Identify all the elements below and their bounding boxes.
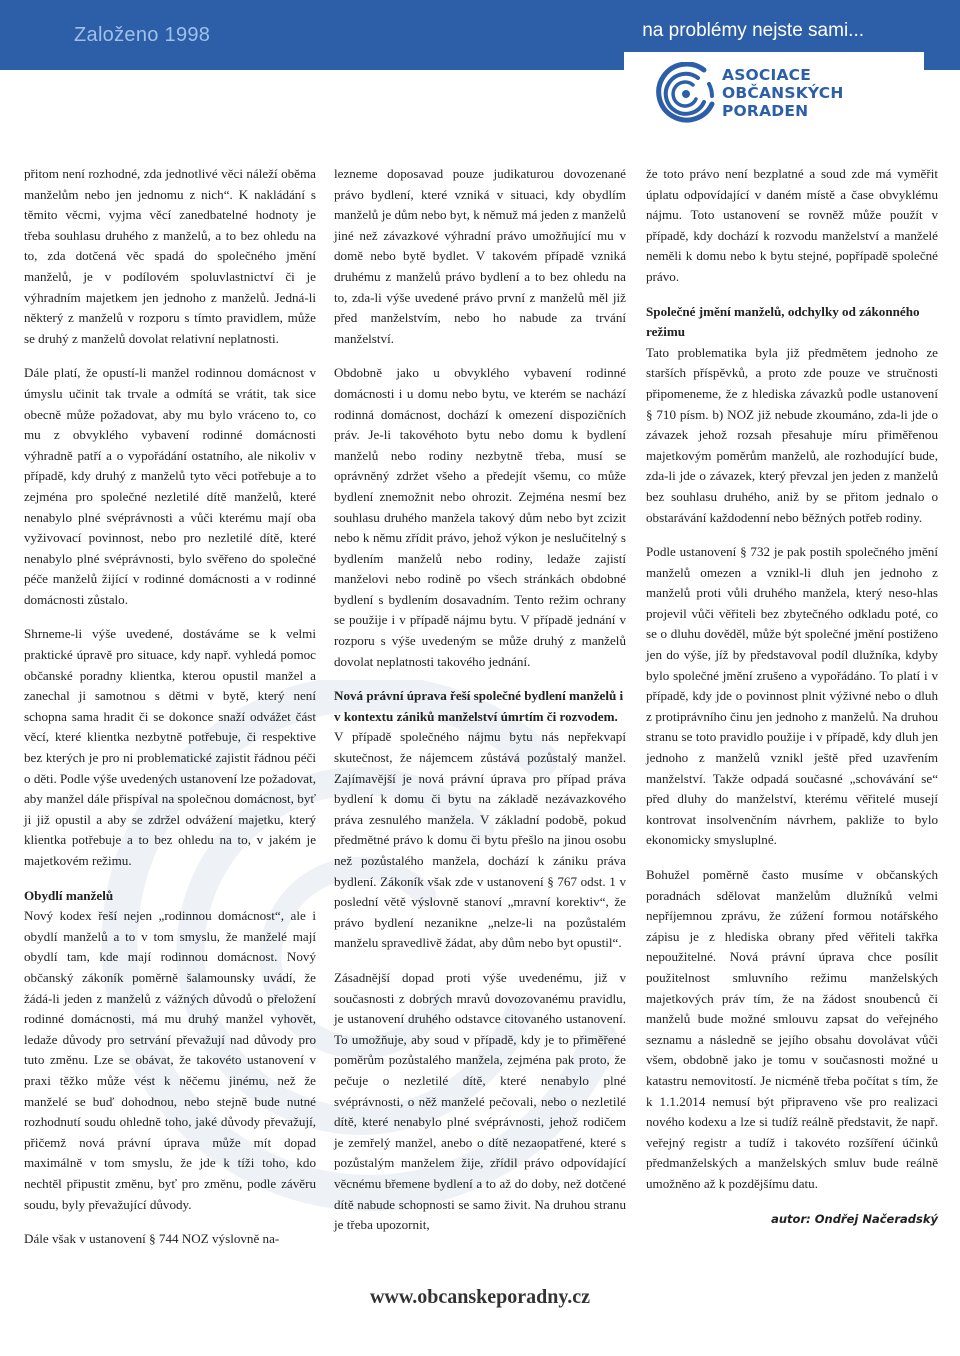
paragraph: že toto právo není bezplatné a soud zde má vyměřit úplatu odpovídající v daném místě a čase obvyklému nájmu. Toto ustanovení se rovněž může použít v případě, kdy dochází k rozvodu manželství a manželé neměli k domu nebo k bytu stejné, popřípadě společné právo. bbox=[646, 166, 938, 284]
paragraph: Zásadnější dopad proti výše uvedenému, již v současnosti z dobrých mravů dovozovanému pravidlu, je ustanovení druhého odstavce citovaného ustanovení. To umožňuje, aby soud v případě, kdy je to přiměřené poměrům pozůstalého manžela, zejména pak proto, že pečuje o nezletilé dítě, které nenabylo plné svéprávnosti, o něž manželé pečovali, nebo o nezletilé dítě, které nenabylo plné svéprávnosti, jehož rodičem je zemřelý manžel, anebo o dítě nezaopatřené, které s pozůstalým manželem žije, zřídil právo odpovídající věcnému břemene bydlení a to až do doby, než dotčené dítě nabude schopnosti se samo živit. Na druhou stranu je třeba upozornit, bbox=[334, 969, 626, 1233]
paragraph: V případě společného nájmu bytu nás nepřekvapí skutečnost, že nájemcem zůstává pozůstalý manžel. Zajímavější je nová právní úprava pro případ práva bydlení k domu či bytu na základě nezávazkového práva zesnulého manžela. V základní podobě, pokud předmětné právo k domu či bytu přešlo na jinou osobu než pozůstalého manžela, dochází k zániku práva bydlení. Zákoník však zde v ustanovení § 767 odst. 1 v poslední větě výslovně stanoví „mravní korektiv“, že právo bydlení nezanikne „nelze-li na pozůstalém manželu spravedlivě žádat, aby dům nebo byt opustil“. bbox=[334, 729, 626, 951]
column-2 bbox=[334, 164, 626, 1250]
section-heading: Nová právní úprava řeší společné bydlení manželů i v kontextu zániků manželství úmrtím či rozvodem. bbox=[334, 688, 624, 724]
paragraph: přitom není rozhodné, zda jednotlivé věci náleží oběma manželům nebo jen jednomu z nich“. K nakládání s těmito věcmi, vyjma věcí zanedbatelné hodnoty je třeba souhlasu druhého z manželů, a to bez ohledu na to, zda dotčená věc spadá do společného jmění manželů, je v podílovém spoluvlastnictví či je výhradním majetkem jen jednoho z manželů. Jedná-li některý z manželů v rozporu s tímto pravidlem, může se druhý z manželů dovolat relativní neplatnosti. bbox=[24, 166, 316, 346]
paragraph: Shrneme-li výše uvedené, dostáváme se k velmi praktické úpravě pro situace, kdy např. vyhledá pomoc občanské poradny klientka, kterou opustil manžel a zanechal ji samotnou s dětmi v bytě, který není schopna sama hradit či se dokonce snaží odvážet část věcí, které klientka nezbytně potřebuje, či respektive bez kterých je pro ni problematické zajistit řádnou péči o děti. Podle výše uvedených ustanovení lze požadovat, aby manžel dále přispíval na společnou domácnost, byť ji již opustil a aby se zdržel odvážení majetku, který klientka potřebuje a to bez ohledu na to, v jakém je majetkovém režimu. bbox=[24, 626, 316, 868]
paragraph: Tato problematika byla již předmětem jednoho ze starších příspěvků, a proto zde pouze ve stručnosti připomeneme, že z hlediska závazků podle ustanovení § 710 písm. b) NOZ již nebude zkoumáno, zda-li jde o závazek jehož rozsah přesahuje míru přiměřenou majetkovým poměrům manželů, ale rozhodující bude, zda-li jde o závazek, který převzal jen jeden z manželů bez souhlasu druhého, aniž by se přitom jednalo o obstarávání každodenní nebo běžných potřeb rodiny. bbox=[646, 344, 938, 525]
paragraph: Dále platí, že opustí-li manžel rodinnou domácnost v úmyslu učinit tak trvale a odmítá se vrátit, tak sice obecně může požadovat, aby mu bylo vráceno to, co mu z obvyklého vybavení rodinné domácnosti výhradně patří a o vypořádání ostatního, ale nikoliv v případě, kdy druhý z manželů tyto věci potřebuje a to zejména pro společné nezletilé dítě manželů, které nenabylo plné svéprávnosti a vůči kterému mají oba vyživovací povinnost, nebo pro nezletilé dítě, které nenabylo plné svéprávnosti, bylo svěřeno do společné péče manželů žijící v rodinné domácnosti a v rodinné domácnosti zůstalo. bbox=[24, 365, 316, 607]
paragraph: Obdobně jako u obvyklého vybavení rodinné domácnosti i u domu nebo bytu, ve kterém se nachází rodinná domácnost, dochází k omezení dispozičních práv. Je-li takovéhoto bytu nebo domu k bydlení manželů nebo rodiny nezbytně třeba, musí se oprávněný zdržet všeho a předejít všemu, co může bydlení znemožnit nebo ohrozit. Zejména nesmí bez souhlasu druhého manžela takový dům nebo byt zcizit nebo k němu zřídit právo, jehož výkon je neslučitelný s bydlením manželů nebo rodiny, ledaže zajistí manželovi nebo rodině po všech stránkách obdobné bydlení s bydlením dosavadním. Tento režim ochrany se použije i v případě nájmu bytu. V případě jednání v rozporu s výše uvedeným se může druhý z manželů dovolat neplatnosti takového jednání. bbox=[334, 365, 626, 669]
section-heading: Společné jmění manželů, odchylky od zákonného režimu bbox=[646, 303, 920, 340]
paragraph: Bohužel poměrně často musíme v občanských poradnách sdělovat manželům dlužníků velmi nepříjemnou zprávu, že zúžení formou notářského zápisu je z hlediska obrany před věřiteli takřka nepoužitelné. Nová právní úprava chce posílit použitelnost smluvního režimu manželských majetkových práv tím, že na žádost snoubenců či manželů bude možné smlouvu zapsat do veřejného seznamu a následně se jejího obsahu dovolávat vůči všem, obdobně jako je tomu v současnosti možné u katastru nemovitostí. Je nicméně třeba počítat s tím, že k 1.1.2014 nemusí být připraveno vše pro realizaci nového kodexu a lze si tudíž reálně představit, že např. veřejný registr a tudíž i takovéto rozšíření účinků předmanželských a manželských smluv bude reálně umožněno až k pozdějšímu datu. bbox=[646, 867, 938, 1191]
paragraph: Podle ustanovení § 732 je pak postih společného jmění manželů omezen a vznikl-li dluh jen jednoho z manželů proti vůli druhého manžela, který neso-hlas projevil vůči věřiteli bez zbytečného odkladu poté, co se o dluhu dověděl, může být společné jmění postiženo jen do výše, jíž by představoval podíl dlužníka, kdyby bylo společné jmění zrušeno a vypořádáno. To platí i v případě, kdy jde o povinnost plnit výživné nebo o dluh z protiprávního činu jen jednoho z manželů. Na druhou stranu se toto pravidlo použije i v případě, kdy dluh jen jednoho z manželů vznikl ještě před uzavřením manželství. Takže odpadá současné „schovávání se“ před dluhy do manželství, kterému věřitelé musejí kontrovat insolvenčním návrhem, pakliže to bylo ekonomicky smysluplné. bbox=[646, 544, 938, 848]
header-tagline: na problémy nejste sami... bbox=[642, 20, 864, 41]
logo-text bbox=[722, 66, 844, 120]
logo-line-1: ASOCIACE bbox=[722, 66, 812, 84]
logo-icon bbox=[654, 62, 718, 126]
paragraph: Dále však v ustanovení § 744 NOZ výslovně na- bbox=[24, 1231, 280, 1247]
section-heading: Obydlí manželů bbox=[24, 887, 114, 903]
column-3 bbox=[646, 164, 938, 1229]
author-credit: autor: Ondřej Načeradský bbox=[771, 1211, 938, 1226]
logo-line-2: OBČANSKÝCH bbox=[722, 84, 844, 102]
logo bbox=[624, 52, 924, 134]
website-url: www.obcanskeporadny.cz bbox=[369, 1286, 591, 1308]
paragraph: lezneme doposavad pouze judikaturou dovozenané právo bydlení, které vzniká v situaci, kdy obydlím manželů je dům nebo byt, k němuž má jeden z manželů jiné než závazkové výhradní právo umožňující mu v domě nebo bytě bydlet. V takovém případě vzniká druhému z manželů právo bydlení a to bez ohledu na to, zda-li výše uvedené právo první z manželů měl již před manželstvím, nebo ho nabude za trvání manželství. bbox=[334, 166, 626, 346]
logo-line-3: PORADEN bbox=[722, 102, 809, 120]
founded-label: Založeno 1998 bbox=[74, 24, 211, 46]
column-1 bbox=[24, 164, 316, 1264]
paragraph: Nový kodex řeší nejen „rodinnou domácnost“, ale i obydlí manželů a to v tom smyslu, že manželé mají obydlí tam, kde mají rodinnou domácnost. Nový občanský zákoník poměrně šalamounsky uvádí, že žádá-li jeden z manželů z vážných důvodů o přeložení rodinné domácnosti, má mu druhý manžel vyhovět, ledaže důvody pro setrvání převažují nad důvody pro tuto změnu. Lze se obávat, že takovéto ustanovení v praxi těžko může vést k něčemu jinému, než že manželé se buď dohodnou, nebo stejně bude nutné rozhodnutí soudu ohledně toho, jaké důvody převažují, přičemž nová právní úprava může mít dopad maximálně v tom smyslu, že jde k tíži toho, kdo nechtěl připustit změnu, byť pro změnu, podle závěru soudu, byly převažující důvody. bbox=[24, 908, 316, 1212]
